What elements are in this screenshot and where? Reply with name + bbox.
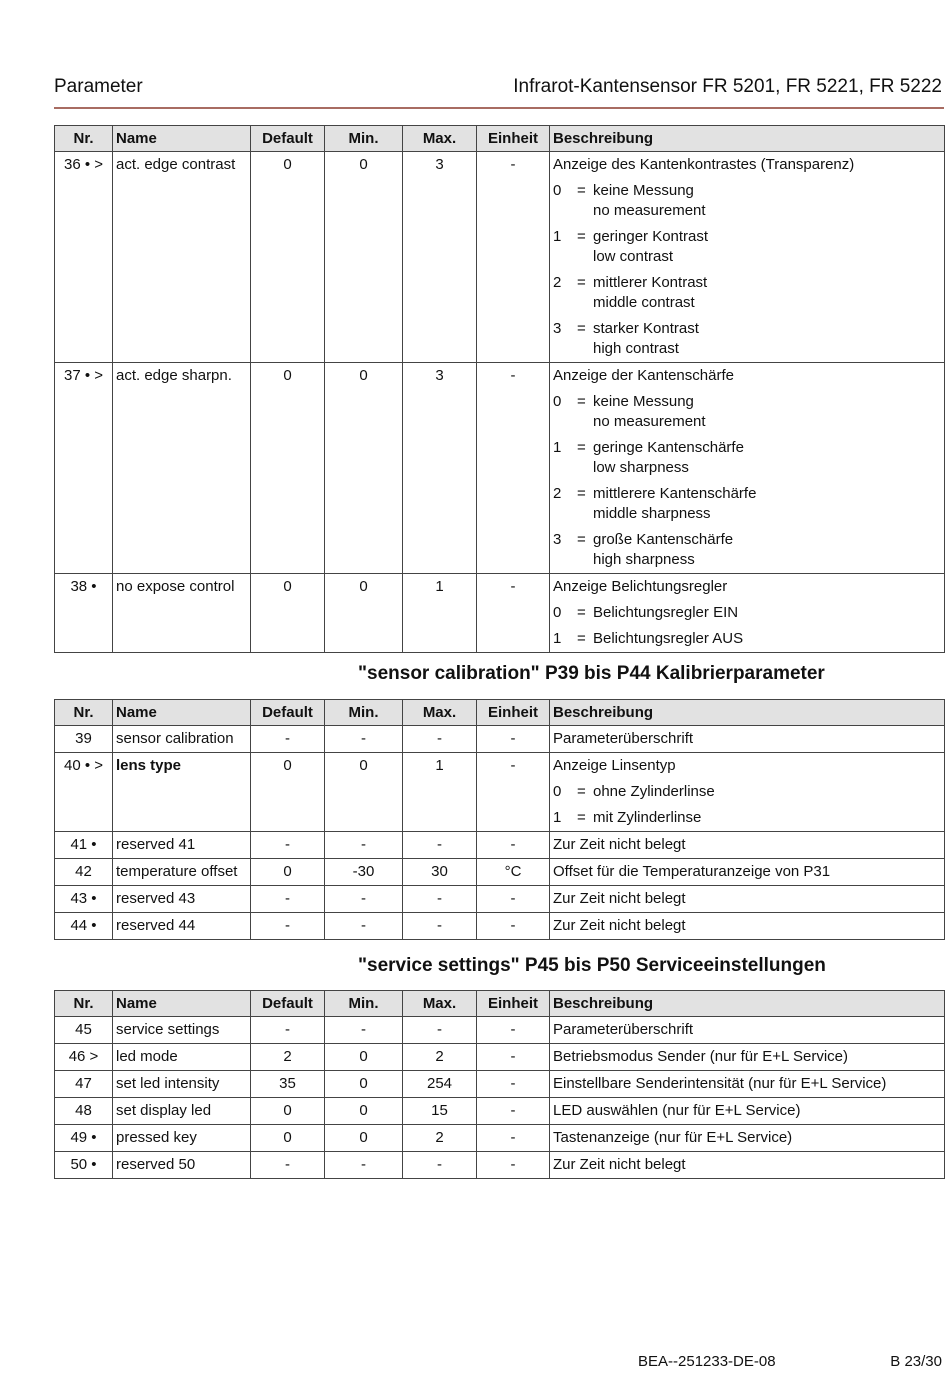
param-description: Anzeige des Kantenkontrastes (Transparenz)	[553, 156, 855, 173]
param-description: Anzeige Belichtungsregler	[553, 578, 728, 595]
value-option	[553, 319, 941, 359]
param-number: 41 •	[55, 832, 113, 859]
option-label-de: starker Kontrast	[593, 320, 699, 337]
option-label-de: geringer Kontrast	[593, 228, 709, 245]
option-equals: =	[577, 228, 586, 245]
option-value: 2	[553, 274, 562, 291]
param-max: -	[403, 886, 477, 913]
option-label-en: high sharpness	[593, 551, 695, 568]
param-min: -	[325, 886, 403, 913]
option-equals: =	[577, 320, 586, 337]
option-label-de: Belichtungsregler EIN	[593, 604, 739, 621]
option-value: 0	[553, 393, 562, 410]
option-value: 1	[553, 809, 562, 826]
table-header-row	[55, 126, 945, 152]
param-default: 0	[251, 753, 325, 832]
param-description-cell	[550, 753, 945, 832]
param-description-cell	[550, 886, 945, 913]
col-default-header: Default	[251, 126, 325, 152]
value-option	[553, 603, 941, 623]
param-max: -	[403, 726, 477, 753]
param-max: 1	[403, 753, 477, 832]
option-label-en: low sharpness	[593, 459, 689, 476]
col-description-header: Beschreibung	[550, 126, 945, 152]
param-number: 36 • >	[55, 152, 113, 363]
param-description-cell	[550, 363, 945, 574]
value-option	[553, 808, 941, 828]
option-text	[593, 530, 941, 570]
col-unit-header: Einheit	[477, 700, 550, 726]
param-name: act. edge contrast	[113, 152, 251, 363]
table-row	[55, 1152, 945, 1179]
col-name-header: Name	[113, 991, 251, 1017]
col-nr-header: Nr.	[55, 991, 113, 1017]
param-min: -	[325, 726, 403, 753]
option-text	[593, 438, 941, 478]
param-description-cell	[550, 859, 945, 886]
option-value: 0	[553, 783, 562, 800]
param-description-cell	[550, 574, 945, 653]
option-value: 0	[553, 182, 562, 199]
option-equals: =	[577, 393, 586, 410]
param-default: -	[251, 886, 325, 913]
param-min: 0	[325, 152, 403, 363]
option-label-de: geringe Kantenschärfe	[593, 439, 744, 456]
option-equals: =	[577, 182, 586, 199]
option-value: 1	[553, 630, 562, 647]
table-row	[55, 1071, 945, 1098]
param-name: pressed key	[113, 1125, 251, 1152]
param-min: -	[325, 1152, 403, 1179]
table-header-row	[55, 700, 945, 726]
param-description: Anzeige Linsentyp	[553, 757, 676, 774]
option-label-de: ohne Zylinderlinse	[593, 783, 715, 800]
param-description: Offset für die Temperaturanzeige von P31	[553, 863, 831, 880]
param-name: reserved 43	[113, 886, 251, 913]
parameter-table-45-50	[54, 990, 945, 1179]
param-default: -	[251, 1152, 325, 1179]
param-name: act. edge sharpn.	[113, 363, 251, 574]
param-unit: -	[477, 913, 550, 940]
option-value: 3	[553, 320, 562, 337]
param-min: -	[325, 832, 403, 859]
table-row	[55, 886, 945, 913]
table-row	[55, 1125, 945, 1152]
param-max: 3	[403, 152, 477, 363]
param-number: 37 • >	[55, 363, 113, 574]
param-number: 38 •	[55, 574, 113, 653]
param-number: 50 •	[55, 1152, 113, 1179]
param-max: -	[403, 832, 477, 859]
table-row	[55, 832, 945, 859]
param-name: sensor calibration	[113, 726, 251, 753]
option-text	[593, 227, 941, 267]
param-unit: -	[477, 1152, 550, 1179]
param-unit: -	[477, 832, 550, 859]
col-name-header: Name	[113, 126, 251, 152]
value-option	[553, 227, 941, 267]
param-max: 254	[403, 1071, 477, 1098]
option-equals: =	[577, 809, 586, 826]
param-min: -	[325, 913, 403, 940]
param-number: 43 •	[55, 886, 113, 913]
value-option	[553, 181, 941, 221]
param-unit: -	[477, 726, 550, 753]
param-description-cell	[550, 152, 945, 363]
option-text	[593, 319, 941, 359]
param-max: 1	[403, 574, 477, 653]
option-label-en: middle contrast	[593, 294, 695, 311]
param-default: 0	[251, 152, 325, 363]
param-name: no expose control	[113, 574, 251, 653]
param-default: -	[251, 726, 325, 753]
param-unit: -	[477, 886, 550, 913]
param-description: LED auswählen (nur für E+L Service)	[553, 1102, 801, 1119]
param-min: 0	[325, 1125, 403, 1152]
option-label-de: keine Messung	[593, 393, 694, 410]
param-unit: -	[477, 1125, 550, 1152]
param-description: Anzeige der Kantenschärfe	[553, 367, 734, 384]
param-unit: °C	[477, 859, 550, 886]
option-text	[593, 808, 941, 828]
param-description: Parameterüberschrift	[553, 730, 694, 747]
table-row	[55, 1044, 945, 1071]
table-row	[55, 726, 945, 753]
param-name: led mode	[113, 1044, 251, 1071]
option-label-de: mit Zylinderlinse	[593, 809, 702, 826]
table-row	[55, 574, 945, 653]
option-text	[593, 484, 941, 524]
param-max: -	[403, 1152, 477, 1179]
param-description: Parameterüberschrift	[553, 1021, 694, 1038]
option-equals: =	[577, 274, 586, 291]
param-description-cell	[550, 1098, 945, 1125]
param-unit: -	[477, 574, 550, 653]
param-default: 0	[251, 1098, 325, 1125]
option-label-en: no measurement	[593, 413, 706, 430]
page-header-left: Parameter	[54, 76, 143, 97]
param-description-cell	[550, 1044, 945, 1071]
param-max: 2	[403, 1044, 477, 1071]
param-name: set led intensity	[113, 1071, 251, 1098]
col-max-header: Max.	[403, 700, 477, 726]
param-min: -30	[325, 859, 403, 886]
option-text	[593, 273, 941, 313]
option-text	[593, 392, 941, 432]
option-equals: =	[577, 604, 586, 621]
option-equals: =	[577, 531, 586, 548]
param-default: 0	[251, 363, 325, 574]
param-description-cell	[550, 1017, 945, 1044]
table-row	[55, 913, 945, 940]
col-min-header: Min.	[325, 126, 403, 152]
col-nr-header: Nr.	[55, 700, 113, 726]
param-max: 3	[403, 363, 477, 574]
param-description-cell	[550, 1125, 945, 1152]
value-option	[553, 530, 941, 570]
param-max: 30	[403, 859, 477, 886]
param-number: 48	[55, 1098, 113, 1125]
table-header-row	[55, 991, 945, 1017]
option-text	[593, 629, 941, 649]
param-name: lens type	[113, 753, 251, 832]
param-unit: -	[477, 363, 550, 574]
param-default: -	[251, 913, 325, 940]
parameter-table-39-44	[54, 699, 945, 940]
param-number: 39	[55, 726, 113, 753]
param-max: -	[403, 913, 477, 940]
col-nr-header: Nr.	[55, 126, 113, 152]
table-row	[55, 1017, 945, 1044]
option-value: 1	[553, 439, 562, 456]
param-default: -	[251, 1017, 325, 1044]
page-header-right: Infrarot-Kantensensor FR 5201, FR 5221, FR 5222	[513, 76, 942, 97]
param-max: -	[403, 1017, 477, 1044]
param-description: Zur Zeit nicht belegt	[553, 890, 686, 907]
param-number: 42	[55, 859, 113, 886]
option-equals: =	[577, 485, 586, 502]
option-label-en: no measurement	[593, 202, 706, 219]
option-text	[593, 603, 941, 623]
param-description-cell	[550, 913, 945, 940]
value-option	[553, 438, 941, 478]
option-equals: =	[577, 630, 586, 647]
param-description-cell	[550, 832, 945, 859]
option-equals: =	[577, 439, 586, 456]
value-option	[553, 392, 941, 432]
option-value: 2	[553, 485, 562, 502]
param-number: 44 •	[55, 913, 113, 940]
parameter-table-36-38	[54, 125, 945, 653]
option-text	[593, 181, 941, 221]
param-default: 2	[251, 1044, 325, 1071]
header-rule	[54, 107, 944, 109]
param-min: 0	[325, 574, 403, 653]
option-equals: =	[577, 783, 586, 800]
param-description-cell	[550, 1152, 945, 1179]
param-number: 46 >	[55, 1044, 113, 1071]
option-label-en: low contrast	[593, 248, 674, 265]
param-default: 35	[251, 1071, 325, 1098]
param-name: reserved 50	[113, 1152, 251, 1179]
col-description-header: Beschreibung	[550, 700, 945, 726]
col-max-header: Max.	[403, 126, 477, 152]
table-row	[55, 859, 945, 886]
value-option	[553, 273, 941, 313]
table-row	[55, 1098, 945, 1125]
param-default: 0	[251, 859, 325, 886]
param-description: Zur Zeit nicht belegt	[553, 836, 686, 853]
param-unit: -	[477, 753, 550, 832]
param-unit: -	[477, 1098, 550, 1125]
col-max-header: Max.	[403, 991, 477, 1017]
param-unit: -	[477, 1017, 550, 1044]
param-max: 2	[403, 1125, 477, 1152]
document-code: BEA--251233-DE-08	[638, 1353, 776, 1370]
value-option	[553, 782, 941, 802]
param-description-cell	[550, 726, 945, 753]
param-min: -	[325, 1017, 403, 1044]
param-name: service settings	[113, 1017, 251, 1044]
param-unit: -	[477, 152, 550, 363]
option-label-en: high contrast	[593, 340, 679, 357]
section-title-service-settings: "service settings" P45 bis P50 Serviceeinstellungen	[358, 955, 826, 976]
param-name: temperature offset	[113, 859, 251, 886]
option-value: 1	[553, 228, 562, 245]
param-description: Zur Zeit nicht belegt	[553, 917, 686, 934]
option-label-en: middle sharpness	[593, 505, 711, 522]
param-unit: -	[477, 1071, 550, 1098]
param-min: 0	[325, 1098, 403, 1125]
section-title-sensor-calibration: "sensor calibration" P39 bis P44 Kalibrierparameter	[358, 663, 825, 684]
option-value: 3	[553, 531, 562, 548]
param-name: reserved 41	[113, 832, 251, 859]
option-label-de: keine Messung	[593, 182, 694, 199]
option-text	[593, 782, 941, 802]
param-name: set display led	[113, 1098, 251, 1125]
param-number: 49 •	[55, 1125, 113, 1152]
param-number: 45	[55, 1017, 113, 1044]
table-row	[55, 753, 945, 832]
col-min-header: Min.	[325, 991, 403, 1017]
param-default: 0	[251, 574, 325, 653]
col-min-header: Min.	[325, 700, 403, 726]
col-name-header: Name	[113, 700, 251, 726]
param-number: 47	[55, 1071, 113, 1098]
option-label-de: mittlerer Kontrast	[593, 274, 708, 291]
page-number: B 23/30	[890, 1353, 942, 1370]
col-unit-header: Einheit	[477, 126, 550, 152]
value-option	[553, 629, 941, 649]
option-label-de: Belichtungsregler AUS	[593, 630, 744, 647]
col-description-header: Beschreibung	[550, 991, 945, 1017]
option-label-de: mittlerere Kantenschärfe	[593, 485, 757, 502]
param-description: Zur Zeit nicht belegt	[553, 1156, 686, 1173]
param-name: reserved 44	[113, 913, 251, 940]
value-option	[553, 484, 941, 524]
param-min: 0	[325, 363, 403, 574]
col-default-header: Default	[251, 700, 325, 726]
param-unit: -	[477, 1044, 550, 1071]
option-value: 0	[553, 604, 562, 621]
param-default: -	[251, 832, 325, 859]
param-description: Betriebsmodus Sender (nur für E+L Service)	[553, 1048, 848, 1065]
param-description: Einstellbare Senderintensität (nur für E+L Service)	[553, 1075, 887, 1092]
param-description: Tastenanzeige (nur für E+L Service)	[553, 1129, 793, 1146]
option-label-de: große Kantenschärfe	[593, 531, 734, 548]
param-min: 0	[325, 753, 403, 832]
param-min: 0	[325, 1071, 403, 1098]
col-unit-header: Einheit	[477, 991, 550, 1017]
col-default-header: Default	[251, 991, 325, 1017]
param-min: 0	[325, 1044, 403, 1071]
param-max: 15	[403, 1098, 477, 1125]
table-row	[55, 363, 945, 574]
param-number: 40 • >	[55, 753, 113, 832]
table-row	[55, 152, 945, 363]
param-default: 0	[251, 1125, 325, 1152]
param-description-cell	[550, 1071, 945, 1098]
